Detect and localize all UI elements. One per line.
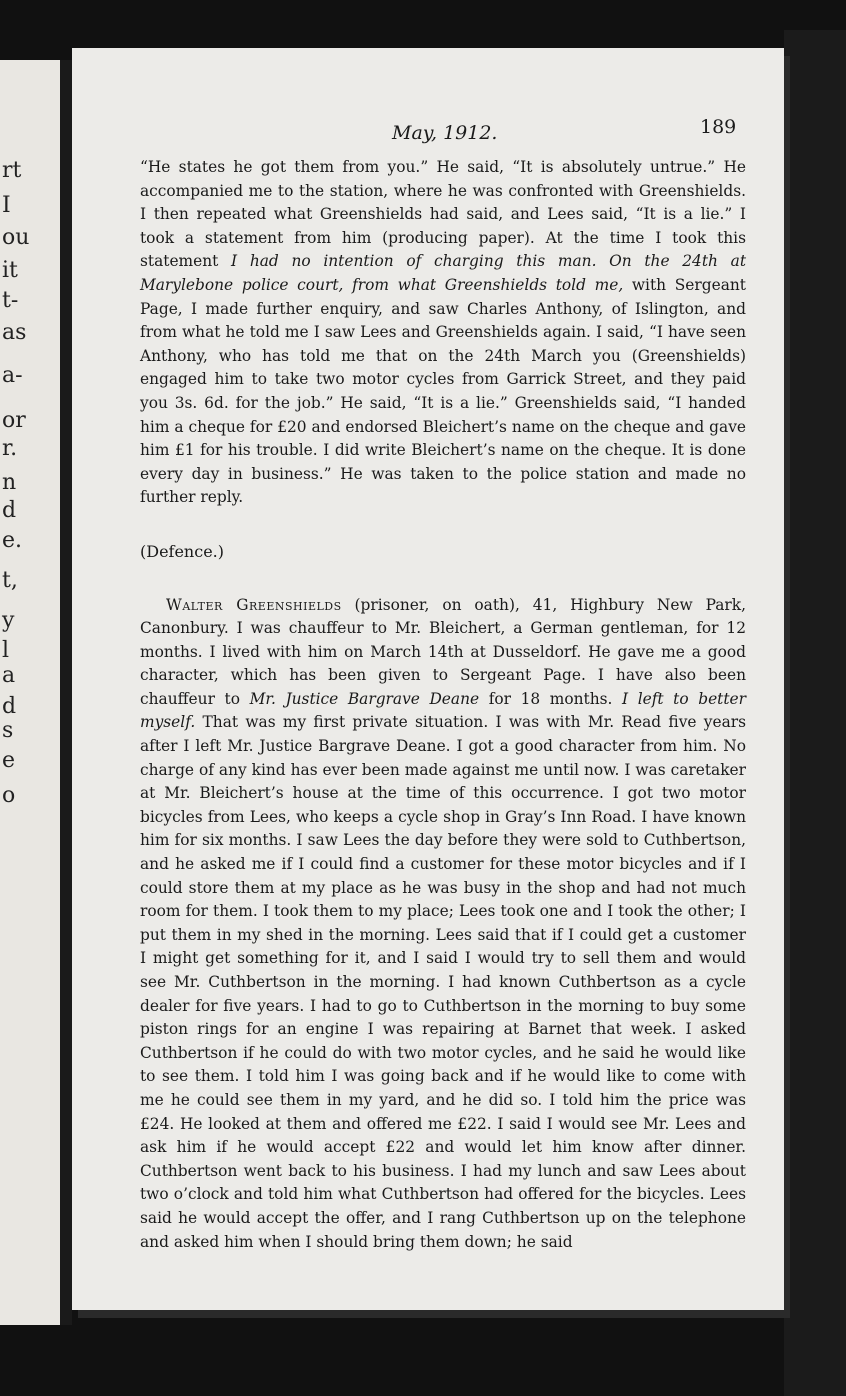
left-page-fragment: a- [2,363,23,388]
left-page-fragment: y [2,608,15,633]
section-heading: (Defence.) [140,541,224,561]
running-head-date: May, 1912. [392,122,498,144]
left-page-fragment: t, [2,568,18,593]
text-run: “He states he got them from you.” He said, “It is absolutely untrue.” He accompanied me to the station, where he was confronted with Greenshields. I then repeated what Greenshields had said, and Lees said, “It is a lie.” I took a statement from him (producing paper). At the time I took this statement [140,158,746,271]
italic-text-run: I had no intention of charging this man. On the 24th at Marylebone police court, from what Greenshields told me, [140,252,746,294]
book-page [72,48,784,1310]
left-page-fragment: d [2,694,17,719]
left-page-fragment: s [2,718,14,743]
left-page-fragment: or [2,408,26,433]
left-page-fragment: ou [2,225,30,250]
text-run: with Sergeant Page, I made further enquiry, and saw Charles Anthony, of Islington, and from what he told me I saw Lees and Greenshields again. I said, “I have seen Anthony, who has told me that on the 24th March you (Greenshields) engaged him to take two motor cycles from Garrick Street, and they paid you 3s. 6d. for the job.” He said, “It is a lie.” Greenshields said, “I handed him a cheque for £20 and endorsed Bleichert’s name on the cheque and gave him £1 for his trouble. I did write Bleichert’s name on the cheque. It is done every day in business.” He was taken to the police station and made no further reply. [140,275,746,507]
left-page-fragment: o [2,783,16,808]
left-page-fragment: as [2,320,27,345]
left-page-fragment: I [2,193,11,218]
testimony-paragraph [140,156,746,510]
running-head [392,122,497,144]
text-run: (prisoner, on oath), 41, Highbury New Park, Canonbury. I was chauffeur to Mr. Bleichert, a German gentleman, for 12 months. I lived with him on March 14th at Dusseldorf. He gave me a good character, which has been given to Sergeant Page. I have also been chauffeur to [140,595,746,708]
italic-text-run: I left to better myself. [140,689,747,732]
left-page-fragment: l [2,638,10,663]
left-page-fragment: d [2,498,17,523]
left-page-fragment: r. [2,436,18,461]
left-page-fragment: e [2,748,16,773]
page-number: 189 [700,116,737,138]
witness-name: Walter Greenshields [166,595,342,614]
left-page-fragment: it [2,258,18,283]
defence-paragraph [140,594,746,1255]
book-gutter [60,60,72,1325]
left-page-fragment: t- [2,288,19,313]
left-facing-page [0,60,60,1325]
page-body [140,156,746,1254]
text-run: That was my first private situation. I was with Mr. Read five years after I left Mr. Justice Bargrave Deane. I got a good character from him. No charge of any kind has ever been made against me until now. I was caretaker at Mr. Bleichert’s house at the time of this occurrence. I got two motor bicycles from Lees, who keeps a cycle shop in Gray’s Inn Road. I have known him for six months. I saw Lees the day before they were sold to Cuthbertson, and he asked me if I could find a customer for these motor bicycles and if I could store them at my place as he was busy in the shop and had not much room for them. I took them to my place; Lees took one and I took the other; I put them in my shed in the morning. Lees said that if I could get a customer I might get something for it, and I said I would try to sell them and would see Mr. Cuthbertson in the morning. I had known Cuthbertson as a cycle dealer for five years. I had to go to Cuthbertson in the morning to buy some piston rings for an engine I was repairing at Barnet that week. I asked Cuthbertson if he could do with two motor cycles, and he said he would like to see them. I told him I was going back and if he would like to come with me he could see them in my yard, and he did so. I told him the price was £24. He looked at them and offered me £22. I said I would see Mr. Lees and ask him if he would accept £22 and would let him know after dinner. Cuthbertson went back to his business. I had my lunch and saw Lees about two o’clock and told him what Cuthbertson had offered for the bicycles. Lees said he would accept the offer, and I rang Cuthbertson up on the telephone and asked him when I should bring them down; he said [140,713,746,1251]
background-edge [784,30,846,1396]
left-page-fragment: e. [2,528,23,553]
left-page-fragment: rt [2,158,22,183]
italic-text-run: Mr. Justice Bargrave Deane [249,689,480,708]
left-page-fragment: n [2,470,17,495]
text-run: for 18 months. [479,689,623,708]
left-page-fragment: a [2,663,16,688]
